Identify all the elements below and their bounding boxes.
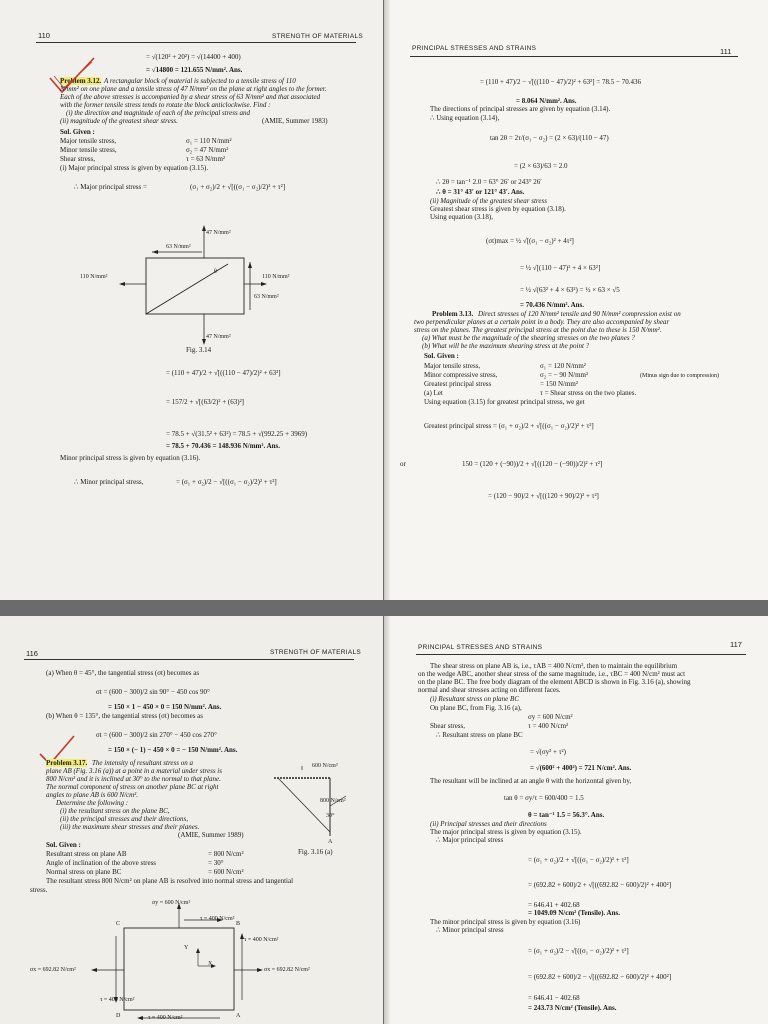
equation-result: = 1049.09 N/cm² (Tensile). Ans.	[528, 909, 620, 917]
problem-text-line: two perpendicular planes at a certain point in a body. They are also accompanied by shear	[414, 318, 670, 326]
problem-text-line: (iii) the maximum shear stresses and their planes.	[60, 823, 200, 831]
page-gutter	[384, 616, 390, 1024]
given-value: σ₁ = 120 N/mm²	[540, 362, 586, 370]
problem-text-line: N/mm² on one plane and a tensile stress of 47 N/mm² on the plane at right angles to the former.	[60, 85, 327, 93]
text-label: ∴ Resultant stress on plane BC	[436, 731, 523, 739]
page-gutter	[384, 0, 390, 600]
figure-stress-block	[92, 222, 302, 350]
text-line: (b) When θ = 135°, the tangential stress (σt) becomes as	[46, 712, 204, 720]
section-heading: (ii) Principal stresses and their directions	[430, 820, 547, 828]
figure-caption: Fig. 3.16 (a)	[298, 848, 333, 856]
calculation: = (110 + 47)/2 − √[((110 − 47)/2)² + 63²] = 78.5 − 70.436	[480, 78, 641, 86]
page-number: 111	[720, 47, 732, 56]
equation: 150 = (120 + (−90))/2 + √[((120 − (−90))/2)² + τ²]	[462, 460, 603, 468]
formula-label: ∴ Major principal stress =	[74, 183, 147, 191]
figure-label: σy = 600 N/cm²	[152, 900, 191, 906]
text-line: stress.	[30, 886, 48, 894]
text-line: Greatest shear stress is given by equation (3.18).	[430, 205, 566, 213]
equation-result: = √(600² + 400²) = 721 N/cm². Ans.	[530, 764, 632, 772]
problem-text-line: (i) the resultant stress on the plane BC,	[60, 807, 170, 815]
equation: = √(σy² + τ²)	[530, 748, 566, 756]
problem-text-line: (ii) magnitude of the greatest shear stress.	[60, 117, 178, 125]
page-111	[384, 0, 768, 600]
figure-element-abcd	[80, 900, 280, 1024]
figure-angle-label: 30°	[326, 813, 335, 819]
text-label: ∴ Minor principal stress	[436, 926, 504, 934]
formula-label: ∴ Minor principal stress,	[74, 478, 144, 486]
problem-text-line: The intensity of resultant stress on a	[92, 759, 193, 767]
equation: σt = (600 − 300)/2 sin 270° − 450 cos 270°	[96, 731, 217, 739]
text-line: on the wedge ABC, another shear stress of the same magnitude, i.e., τBC = 400 N/cm² must act	[418, 670, 686, 678]
running-head: STRENGTH OF MATERIALS	[272, 33, 364, 40]
given-label: Greatest principal stress	[424, 380, 492, 388]
text-label: Shear stress,	[430, 722, 465, 730]
figure-label: 800 N/cm²	[320, 798, 346, 804]
text-line: The resultant stress 800 N/cm² on plane AB is resolved into normal stress and tangential	[46, 877, 294, 885]
given-value: τ = 63 N/mm²	[186, 155, 225, 163]
problem-text-line: (ii) the principal stresses and their directions,	[60, 815, 188, 823]
problem-label: Problem 3.17.	[46, 759, 88, 767]
text-line: The major principal stress is given by equation (3.15).	[430, 828, 582, 836]
equation: σy = 600 N/cm²	[528, 713, 573, 721]
equation-result: = √14800 = 121.655 N/mm². Ans.	[146, 66, 243, 74]
problem-text-line: plane AB (Fig. 3.16 (a)) at a point in a material under stress is	[46, 767, 222, 775]
header-rule	[24, 659, 354, 660]
figure-label: 63 N/mm²	[254, 294, 279, 300]
figure-angle-label: θ	[214, 269, 217, 275]
problem-text-line: Each of the above stresses is accompanied by a shear stress of 63 N/mm² and that associated	[60, 93, 321, 101]
text-line: The minor principal stress is given by equation (3.16)	[430, 918, 581, 926]
given-value: = 150 N/mm²	[540, 380, 578, 388]
equation-result: = 150 × (− 1) − 450 × 0 = − 150 N/mm². Ans.	[108, 746, 238, 754]
equation-result: θ = tan⁻¹ 1.5 = 56.3°. Ans.	[528, 811, 605, 819]
text-line: The resultant will be inclined at an angle θ with the horizontal given by,	[430, 777, 632, 785]
problem-text-line: A rectangular block of material is subjected to a tensile stress of 110	[104, 77, 296, 85]
figure-caption: Fig. 3.14	[186, 346, 212, 354]
solution-label: Sol. Given :	[424, 352, 459, 360]
given-label: Major tensile stress,	[60, 137, 117, 145]
figure-axis-label: Y	[184, 945, 189, 951]
equation-result: = 70.436 N/mm². Ans.	[520, 301, 585, 309]
given-value: = 800 N/cm²	[208, 850, 244, 858]
figure-point-label: D	[116, 1013, 121, 1019]
calculation-result: = 78.5 + 70.436 = 148.936 N/mm². Ans.	[166, 442, 281, 450]
given-note: (Minus sign due to compression)	[640, 373, 719, 379]
given-label: Normal stress on plane BC	[46, 868, 122, 876]
section-heading: (i) Resultant stress on plane BC	[430, 695, 519, 703]
text-line: (a) When θ = 45°, the tangential stress (σt) becomes as	[46, 669, 200, 677]
text-line: The directions of principal stresses are given by equation (3.14).	[430, 105, 611, 113]
figure-label: τ = 400 N/cm²	[200, 916, 235, 922]
problem-label: Problem 3.12.	[60, 77, 102, 85]
header-rule	[410, 56, 738, 57]
figure-label: 47 N/mm²	[206, 334, 231, 340]
problem-text-line: (i) the direction and magnitude of each of the principal stress and	[66, 109, 250, 117]
calculation: = 78.5 + √(31.5² + 63²) = 78.5 + √(992.25 + 3969)	[166, 430, 308, 438]
text-label: ∴ Major principal stress	[436, 836, 504, 844]
text-line: on the plane BC. The free body diagram of the element ABCD is shown in Fig. 3.16 (a), showing	[418, 678, 691, 686]
problem-text-line: with the former tensile stress tends to rotate the block anticlockwise. Find :	[60, 101, 271, 109]
equation: tan 2θ = 2τ/(σ₁ − σ₂) = (2 × 63)/(110 − 47)	[490, 134, 609, 142]
step-text: (i) Major principal stress is given by equation (3.15).	[60, 164, 209, 172]
given-label: Major tensile stress,	[424, 362, 481, 370]
equation: = ½ √[(110 − 47)² + 4 × 63²]	[520, 264, 601, 272]
text-line: normal and shear stresses acting on different faces.	[418, 686, 561, 694]
equation: = 646.41 + 402.68	[528, 901, 580, 909]
equation-result: = 150 × 1 − 450 × 0 = 150 N/mm². Ans.	[108, 703, 222, 711]
running-head: STRENGTH OF MATERIALS	[270, 649, 362, 656]
problem-text-line: 800 N/cm² and it is inclined at 30° to the normal to that plane.	[46, 775, 221, 783]
given-value: = 30°	[208, 859, 224, 867]
equation-result: ∴ θ = 31° 43′ or 121° 43′. Ans.	[436, 188, 525, 196]
header-rule	[36, 42, 356, 43]
given-label: (a) Let	[424, 389, 443, 397]
given-value: = 600 N/cm²	[208, 868, 244, 876]
given-label: Minor compressive stress,	[424, 371, 498, 379]
problem-text-line: Direct stresses of 120 N/mm² tensile and 90 N/mm² compression exist on	[478, 310, 681, 318]
text-line: The shear stress on plane AB is, i.e., τAB = 400 N/cm², then to maintain the equilibrium	[430, 662, 678, 670]
solution-label: Sol. Given :	[60, 128, 95, 136]
given-value: σ₁ = 110 N/mm²	[186, 137, 232, 145]
equation: = (σ₁ + σ₂)/2 + √[((σ₁ − σ₂)/2)² + τ²]	[528, 856, 629, 864]
given-value: σ₂ = − 90 N/mm²	[540, 371, 589, 379]
page-117	[384, 616, 768, 1024]
given-label: Angle of inclination of the above stress	[46, 859, 157, 867]
page-116	[0, 616, 383, 1024]
equation: = √(120² + 20²) = √(14400 + 400)	[146, 53, 241, 61]
figure-label: 110 N/mm²	[262, 274, 290, 280]
figure-point-label: B	[236, 921, 241, 927]
figure-label: σx = 692.82 N/cm²	[30, 967, 76, 973]
equation: ∴ 2θ = tan⁻¹ 2.0 = 63° 26′ or 243° 26′	[436, 178, 542, 186]
problem-text-line: The normal component of stress on another plane BC at right	[46, 783, 219, 791]
figure-label: τ = 400 N/cm²	[100, 997, 135, 1003]
equation: = (σ₁ + σ₂)/2 − √[((σ₁ − σ₂)/2)² + τ²]	[528, 947, 629, 955]
problem-text-line: stress on the planes. The greatest principal stress at the point due to these is 150 N/mm².	[414, 326, 662, 334]
or-label: or	[400, 460, 406, 468]
problem-source: (AMIE, Summer 1989)	[178, 831, 244, 839]
problem-source: (AMIE, Summer 1983)	[262, 117, 328, 125]
text-line: Using equation (3.15) for greatest principal stress, we get	[424, 398, 585, 406]
figure-label: 110 N/mm²	[80, 274, 108, 280]
formula: = (σ₁ + σ₂)/2 − √[((σ₁ − σ₂)/2)² + τ²]	[176, 478, 277, 486]
equation: = ½ √(63² + 4 × 63²) = ½ × 63 × √5	[520, 286, 620, 294]
figure-label: σx = 692.82 N/cm²	[264, 967, 310, 973]
equation: tan θ = σy/τ = 600/400 = 1.5	[504, 794, 584, 802]
section-heading: (ii) Magnitude of the greatest shear stress	[430, 197, 547, 205]
running-head: PRINCIPAL STRESSES AND STRAINS	[412, 45, 537, 52]
header-rule	[416, 654, 746, 655]
formula: (σ₁ + σ₂)/2 + √[((σ₁ − σ₂)/2)² + τ²]	[190, 183, 286, 191]
figure-label: τ = 400 N/cm²	[244, 937, 279, 943]
equation: = (2 × 63)/63 = 2.0	[514, 162, 568, 170]
equation: = (692.82 + 600)/2 + √[((692.82 − 600)/2)² + 400²]	[528, 881, 672, 889]
page-number: 110	[38, 31, 50, 40]
figure-axis-label: X	[208, 961, 213, 967]
figure-label: 63 N/mm²	[166, 244, 191, 250]
given-label: Resultant stress on plane AB	[46, 850, 127, 858]
text-line: On plane BC, from Fig. 3.16 (a),	[430, 704, 522, 712]
given-value: σ₂ = 47 N/mm²	[186, 146, 229, 154]
given-value: τ = Shear stress on the two planes.	[540, 389, 637, 397]
figure-point-label: C	[116, 921, 121, 927]
equation: Greatest principal stress = (σ₁ + σ₂)/2 + √[((σ₁ − σ₂)/2)² + τ²]	[424, 422, 594, 430]
equation: = (120 − 90)/2 + √[((120 + 90)/2)² + τ²]	[488, 492, 599, 500]
figure-label: 47 N/mm²	[206, 230, 231, 236]
equation: τ = 400 N/cm²	[528, 722, 569, 730]
solution-label: Sol. Given :	[46, 841, 81, 849]
calculation: = (110 + 47)/2 + √[((110 − 47)/2)² + 63²]	[166, 369, 281, 377]
equation-result: = 243.73 N/cm² (Tensile). Ans.	[528, 1004, 617, 1012]
equation: = (692.82 + 600)/2 − √[((692.82 − 600)/2)² + 400²]	[528, 973, 672, 981]
page-110	[0, 0, 383, 600]
equation: (σt)max = ½ √[(σ₁ − σ₂)² + 4τ²]	[486, 237, 574, 245]
calculation: = 157/2 + √[(63/2)² + (63)²]	[166, 398, 245, 406]
problem-label: Problem 3.13.	[432, 310, 474, 318]
text-line: ∴ Using equation (3.14),	[430, 114, 500, 122]
figure-label: 600 N/cm²	[312, 763, 338, 769]
figure-point-label: A	[328, 839, 333, 845]
figure-label: τ = 400 N/cm²	[148, 1015, 183, 1021]
figure-wedge	[270, 766, 350, 850]
calculation-result: = 8.064 N/mm². Ans.	[516, 97, 577, 105]
figure-point-label: A	[236, 1013, 241, 1019]
page-number: 116	[26, 649, 38, 658]
equation: σt = (600 − 300)/2 sin 90° − 450 cos 90°	[96, 688, 210, 696]
problem-text-line: angles to plane AB is 600 N/cm².	[46, 791, 138, 799]
problem-text-line: (a) What must be the magnitude of the shearing stresses on the two planes ?	[422, 334, 635, 342]
page-number: 117	[730, 640, 742, 649]
text-line: Using equation (3.18),	[430, 213, 493, 221]
problem-text-line: Determine the following :	[56, 799, 129, 807]
given-label: Shear stress,	[60, 155, 95, 163]
given-label: Minor tensile stress,	[60, 146, 117, 154]
text-line: Minor principal stress is given by equation (3.16).	[60, 454, 201, 462]
running-head: PRINCIPAL STRESSES AND STRAINS	[418, 644, 543, 651]
problem-text-line: (b) What will be the maximum shearing stress at the point ?	[422, 342, 590, 350]
equation: = 646.41 − 402.68	[528, 994, 580, 1002]
